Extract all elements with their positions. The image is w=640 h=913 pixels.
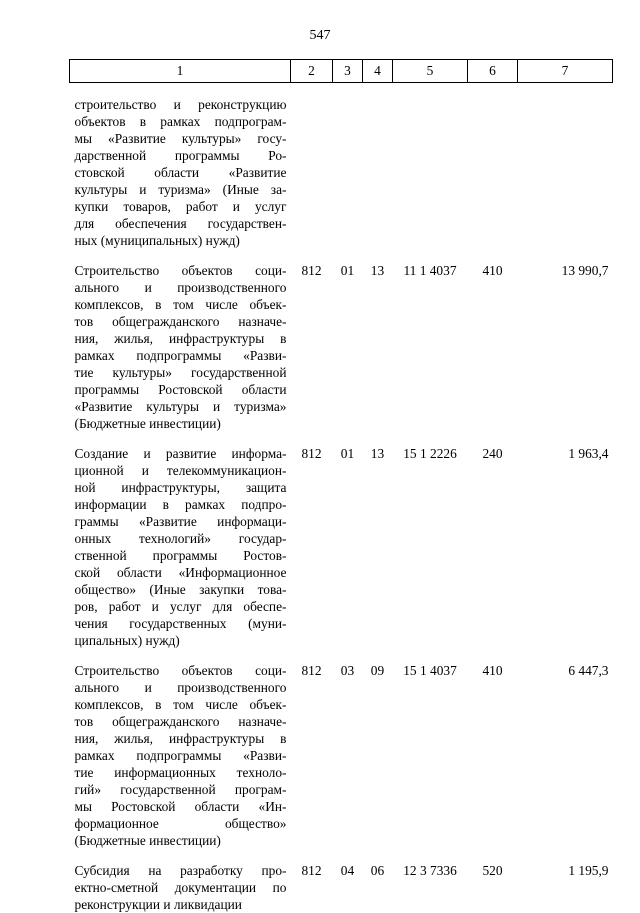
ministry-code <box>291 96 333 249</box>
target-article-code: 15 1 2226 <box>393 445 468 649</box>
description-line: мы «Развитие культуры» госу- <box>75 130 287 147</box>
target-article-code: 12 3 7336 <box>393 862 468 913</box>
description-line: «Развитие культуры и туризма» <box>75 398 287 415</box>
description-line: (Бюджетные инвестиции) <box>75 415 287 432</box>
section-code: 01 <box>333 445 363 649</box>
subsection-code <box>363 96 393 249</box>
ministry-code: 812 <box>291 262 333 432</box>
description-line: дарственной программы Ро- <box>75 147 287 164</box>
amount: 13 990,7 <box>518 262 613 432</box>
row-description <box>70 662 291 849</box>
header-row <box>70 60 613 83</box>
description-line: ектно-сметной документации по <box>75 879 287 896</box>
header-cell-1: 1 <box>70 60 291 83</box>
header-cell-2: 2 <box>291 60 333 83</box>
section-code <box>333 96 363 249</box>
ministry-code: 812 <box>291 662 333 849</box>
description-line: программы Ростовской области <box>75 381 287 398</box>
description-line: (Бюджетные инвестиции) <box>75 832 287 849</box>
section-code: 04 <box>333 862 363 913</box>
description-line: тие культуры» государственной <box>75 364 287 381</box>
table-row <box>70 445 613 649</box>
description-line: ального и производственного <box>75 679 287 696</box>
subsection-code: 13 <box>363 445 393 649</box>
expense-type-code: 520 <box>468 862 518 913</box>
row-description <box>70 262 291 432</box>
amount <box>518 96 613 249</box>
description-line: купки товаров, работ и услуг <box>75 198 287 215</box>
ministry-code: 812 <box>291 445 333 649</box>
table-body <box>70 83 613 913</box>
amount: 1 195,9 <box>518 862 613 913</box>
description-line: объектов в рамках подпрограм- <box>75 113 287 130</box>
description-line: ципальных) нужд) <box>75 632 287 649</box>
description-line: Строительство объектов соци- <box>75 262 287 279</box>
header-cell-4: 4 <box>363 60 393 83</box>
description-line: гий» государственной програм- <box>75 781 287 798</box>
description-line: онных технологий» государ- <box>75 530 287 547</box>
description-line: информации в рамках подпро- <box>75 496 287 513</box>
description-line: для обеспечения государствен- <box>75 215 287 232</box>
subsection-code: 13 <box>363 262 393 432</box>
description-line: комплексов, в том числе объек- <box>75 296 287 313</box>
page-number: 547 <box>0 28 640 44</box>
header-cell-6: 6 <box>468 60 518 83</box>
target-article-code: 15 1 4037 <box>393 662 468 849</box>
description-line: ственной программы Ростов- <box>75 547 287 564</box>
subsection-code: 09 <box>363 662 393 849</box>
description-line: реконструкции и ликвидации <box>75 896 287 913</box>
description-line: культуры и туризма» (Иные за- <box>75 181 287 198</box>
description-line: мы Ростовской области «Ин- <box>75 798 287 815</box>
description-line: ской области «Информационное <box>75 564 287 581</box>
target-article-code: 11 1 4037 <box>393 262 468 432</box>
expense-type-code: 410 <box>468 262 518 432</box>
description-line: ния, жилья, инфраструктуры в <box>75 730 287 747</box>
description-line: тов общегражданского назначе- <box>75 713 287 730</box>
row-description <box>70 96 291 249</box>
description-line: рамках подпрограммы «Разви- <box>75 747 287 764</box>
description-line: стовской области «Развитие <box>75 164 287 181</box>
header-cell-3: 3 <box>333 60 363 83</box>
description-line: Строительство объектов соци- <box>75 662 287 679</box>
expense-type-code: 240 <box>468 445 518 649</box>
row-description <box>70 445 291 649</box>
amount: 1 963,4 <box>518 445 613 649</box>
description-line: рамках подпрограммы «Разви- <box>75 347 287 364</box>
description-line: Субсидия на разработку про- <box>75 862 287 879</box>
section-code: 03 <box>333 662 363 849</box>
table-row <box>70 96 613 249</box>
section-code: 01 <box>333 262 363 432</box>
table-row <box>70 662 613 849</box>
table-row <box>70 262 613 432</box>
header-cell-7: 7 <box>518 60 613 83</box>
expense-type-code <box>468 96 518 249</box>
description-line: ных (муниципальных) нужд) <box>75 232 287 249</box>
description-line: общество» (Иные закупки това- <box>75 581 287 598</box>
description-line: Создание и развитие информа- <box>75 445 287 462</box>
description-line: комплексов, в том числе объек- <box>75 696 287 713</box>
description-line: ния, жилья, инфраструктуры в <box>75 330 287 347</box>
subsection-code: 06 <box>363 862 393 913</box>
description-line: ального и производственного <box>75 279 287 296</box>
budget-table <box>69 59 613 913</box>
description-line: тов общегражданского назначе- <box>75 313 287 330</box>
description-line: ров, работ и услуг для обеспе- <box>75 598 287 615</box>
description-line: строительство и реконструкцию <box>75 96 287 113</box>
description-line: чения государственных (муни- <box>75 615 287 632</box>
description-line: ной инфраструктуры, защита <box>75 479 287 496</box>
header-cell-5: 5 <box>393 60 468 83</box>
expense-type-code: 410 <box>468 662 518 849</box>
amount: 6 447,3 <box>518 662 613 849</box>
description-line: тие информационных техноло- <box>75 764 287 781</box>
row-description <box>70 862 291 913</box>
ministry-code: 812 <box>291 862 333 913</box>
description-line: формационное общество» <box>75 815 287 832</box>
target-article-code <box>393 96 468 249</box>
description-line: граммы «Развитие информаци- <box>75 513 287 530</box>
table-row <box>70 862 613 913</box>
description-line: ционной и телекоммуникацион- <box>75 462 287 479</box>
